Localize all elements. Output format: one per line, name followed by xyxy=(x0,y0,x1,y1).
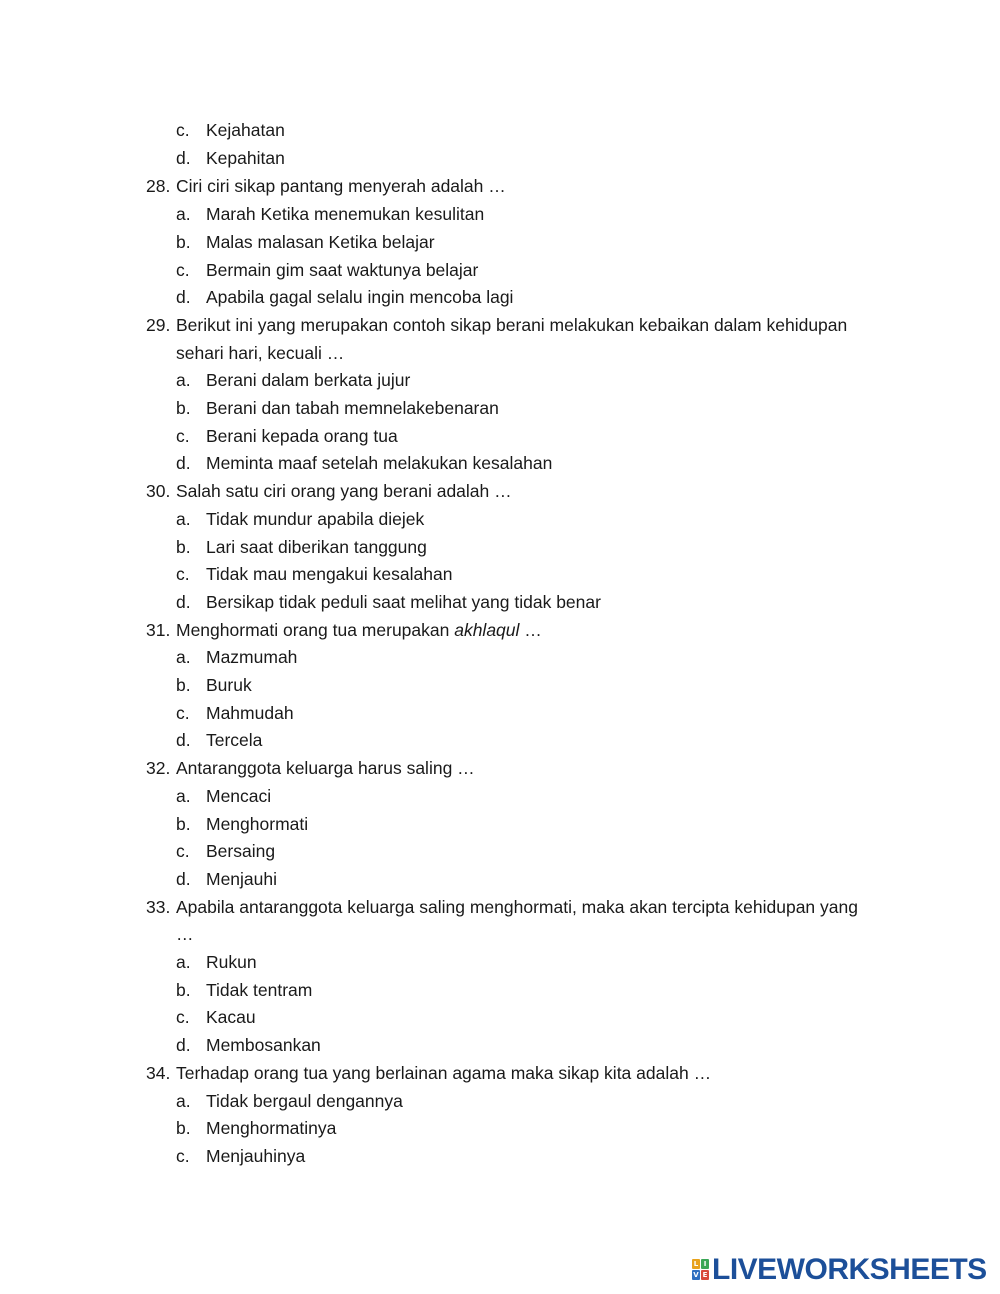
question-number: 30. xyxy=(146,481,171,501)
question-text: Antaranggota keluarga harus saling … xyxy=(176,758,475,778)
option-text: Bersikap tidak peduli saat melihat yang tidak benar xyxy=(206,592,601,612)
logo-text: LIVEWORKSHEETS xyxy=(712,1253,987,1286)
option-text: Berani kepada orang tua xyxy=(206,426,398,446)
option-letter: d. xyxy=(176,869,191,889)
liveworksheets-logo[interactable] xyxy=(692,1252,987,1288)
option-text: Meminta maaf setelah melakukan kesalahan xyxy=(206,453,553,473)
logo-icon-cell: L xyxy=(693,1260,699,1268)
option-letter: a. xyxy=(176,509,191,529)
option-text: Kepahitan xyxy=(206,148,285,168)
option-text: Kejahatan xyxy=(206,120,285,140)
option-text: Tidak bergaul dengannya xyxy=(206,1091,403,1111)
option-letter: b. xyxy=(176,1118,191,1138)
option-text: Menjauhinya xyxy=(206,1146,306,1166)
option-text: Tidak mau mengakui kesalahan xyxy=(206,564,453,584)
question-text-italic: akhlaqul xyxy=(454,620,520,640)
option-text: Menghormatinya xyxy=(206,1118,337,1138)
option-text: Mazmumah xyxy=(206,647,298,667)
option-text: Buruk xyxy=(206,675,252,695)
logo-icon-cell: V xyxy=(693,1271,699,1279)
option-text: Membosankan xyxy=(206,1035,321,1055)
option-letter: c. xyxy=(176,564,190,584)
option-letter: a. xyxy=(176,647,191,667)
option-letter: c. xyxy=(176,426,190,446)
question-number: 33. xyxy=(146,897,171,917)
option-text: Kacau xyxy=(206,1007,256,1027)
question-number: 28. xyxy=(146,176,171,196)
option-text: Bermain gim saat waktunya belajar xyxy=(206,260,479,280)
option-letter: c. xyxy=(176,1146,190,1166)
logo-icon-cell: E xyxy=(702,1271,708,1279)
option-letter: c. xyxy=(176,703,190,723)
option-letter: c. xyxy=(176,841,190,861)
option-text: Malas malasan Ketika belajar xyxy=(206,232,435,252)
logo-icon-cell: I xyxy=(701,1259,709,1269)
option-text: Menghormati xyxy=(206,814,309,834)
option-letter: b. xyxy=(176,675,191,695)
question-text: Ciri ciri sikap pantang menyerah adalah … xyxy=(176,176,506,196)
option-letter: d. xyxy=(176,287,191,307)
option-text: Tidak tentram xyxy=(206,980,313,1000)
option-letter: b. xyxy=(176,537,191,557)
question-number: 29. xyxy=(146,315,171,335)
option-letter: a. xyxy=(176,1091,191,1111)
question-number: 31. xyxy=(146,620,171,640)
question-text: Apabila antaranggota keluarga saling menghormati, maka akan tercipta kehidupan yang xyxy=(176,897,858,917)
option-letter: d. xyxy=(176,453,191,473)
option-text: Tercela xyxy=(206,730,263,750)
question-text-main: Menghormati orang tua merupakan xyxy=(176,620,455,640)
option-letter: c. xyxy=(176,120,190,140)
question-number: 34. xyxy=(146,1063,171,1083)
option-text: Berani dan tabah memnelakebenaran xyxy=(206,398,499,418)
option-letter: d. xyxy=(176,730,191,750)
question-number: 32. xyxy=(146,758,171,778)
option-letter: d. xyxy=(176,1035,191,1055)
option-text: Berani dalam berkata jujur xyxy=(206,370,411,390)
liveworksheets-logo-icon xyxy=(692,1259,710,1281)
option-text: Bersaing xyxy=(206,841,276,861)
question-text: Terhadap orang tua yang berlainan agama maka sikap kita adalah … xyxy=(176,1063,712,1083)
question-text-continued: sehari hari, kecuali … xyxy=(176,343,345,363)
option-text: Rukun xyxy=(206,952,257,972)
question-text-end: … xyxy=(519,620,542,640)
option-letter: b. xyxy=(176,398,191,418)
question-text-continued: … xyxy=(176,924,194,944)
option-letter: b. xyxy=(176,814,191,834)
option-letter: c. xyxy=(176,260,190,280)
question-text: Salah satu ciri orang yang berani adalah … xyxy=(176,481,512,501)
question-text xyxy=(176,616,542,644)
option-letter: b. xyxy=(176,980,191,1000)
option-text: Apabila gagal selalu ingin mencoba lagi xyxy=(206,287,514,307)
option-text: Mahmudah xyxy=(206,703,294,723)
option-letter: a. xyxy=(176,204,191,224)
option-text: Mencaci xyxy=(206,786,272,806)
option-text: Marah Ketika menemukan kesulitan xyxy=(206,204,485,224)
option-text: Lari saat diberikan tanggung xyxy=(206,537,427,557)
option-letter: a. xyxy=(176,952,191,972)
option-letter: a. xyxy=(176,370,191,390)
option-letter: b. xyxy=(176,232,191,252)
question-text: Berikut ini yang merupakan contoh sikap berani melakukan kebaikan dalam kehidupan xyxy=(176,315,848,335)
option-text: Menjauhi xyxy=(206,869,278,889)
option-letter: a. xyxy=(176,786,191,806)
option-letter: d. xyxy=(176,592,191,612)
option-letter: c. xyxy=(176,1007,190,1027)
option-text: Tidak mundur apabila diejek xyxy=(206,509,425,529)
option-letter: d. xyxy=(176,148,191,168)
